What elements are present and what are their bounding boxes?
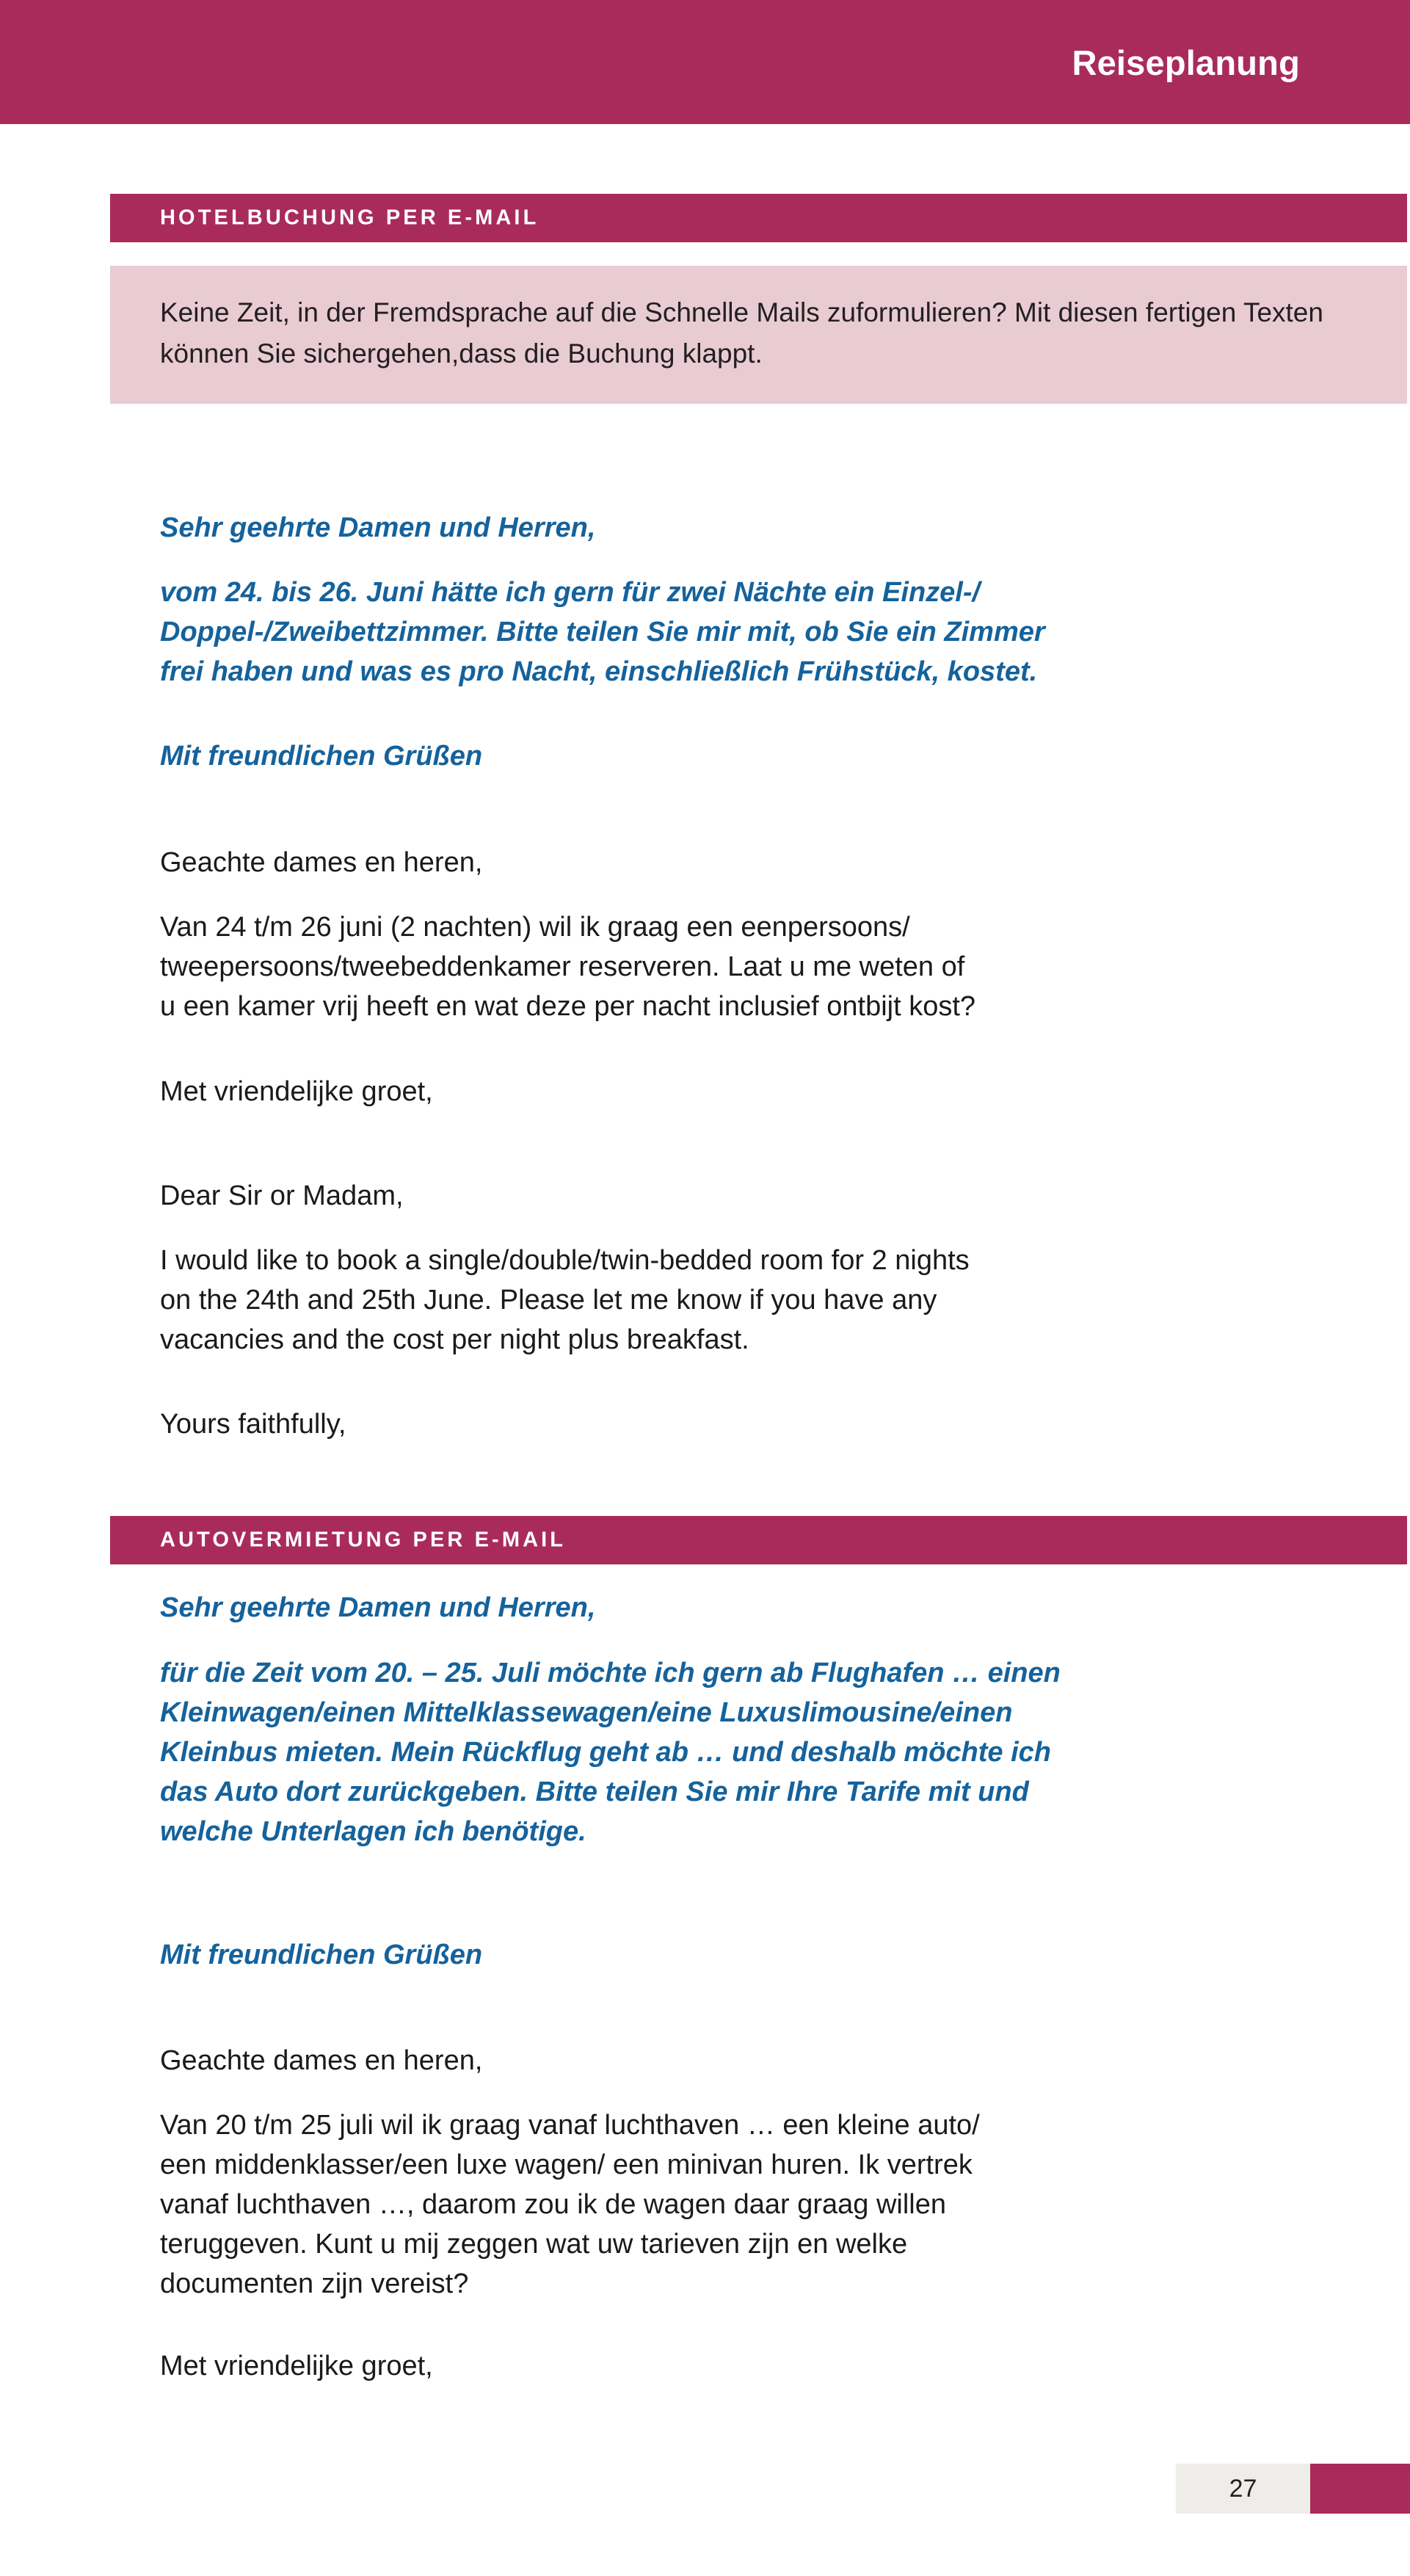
page-header-title: Reiseplanung: [1072, 43, 1300, 82]
letter-closing-de-hotel: [160, 736, 1305, 776]
body-line: u een kamer vrij heeft en wat deze per nacht inclusief ontbijt kost?: [160, 991, 976, 1022]
body-line: I would like to book a single/double/twin-bedded room for 2 nights: [160, 1245, 970, 1276]
section-header-label-hotel: HOTELBUCHUNG PER E-MAIL: [160, 206, 539, 230]
footer-page-number-box: [1176, 2464, 1310, 2514]
greeting-line: Sehr geehrte Damen und Herren,: [160, 1592, 596, 1623]
letter-closing-nl-hotel: [160, 1072, 1305, 1111]
closing-line: Met vriendelijke groet,: [160, 1076, 433, 1107]
body-line: teruggeven. Kunt u mij zeggen wat uw tarieven zijn en welke: [160, 2229, 908, 2260]
body-line: das Auto dort zurückgeben. Bitte teilen Sie mir Ihre Tarife mit und: [160, 1777, 1029, 1807]
intro-line: formulieren? Mit diesen fertigen Texten können Sie sichergehen,: [160, 297, 1323, 369]
letter-body-nl-car: [160, 2105, 1305, 2304]
greeting-line: Sehr geehrte Damen und Herren,: [160, 512, 596, 543]
section-header-label-car: AUTOVERMIETUNG PER E-MAIL: [160, 1528, 567, 1552]
body-line: welche Unterlagen ich benötige.: [160, 1816, 586, 1847]
body-line: Kleinwagen/einen Mittelklassewagen/eine Luxuslimousine/einen: [160, 1697, 1013, 1728]
section-header-bar-car: [110, 1516, 1407, 1564]
body-line: tweepersoons/tweebeddenkamer reserveren. Laat u me weten of: [160, 951, 965, 982]
letter-closing-nl-car: [160, 2346, 1305, 2386]
letter-body-en-hotel: [160, 1241, 1305, 1360]
letter-greeting-de-car: [160, 1588, 1305, 1628]
letter-closing-en-hotel: [160, 1404, 1305, 1444]
body-line: vom 24. bis 26. Juni hätte ich gern für zwei Nächte ein Einzel-/: [160, 577, 981, 608]
body-line: Kleinbus mieten. Mein Rückflug geht ab … und deshalb möchte ich: [160, 1737, 1052, 1768]
body-line: frei haben und was es pro Nacht, einschließlich Frühstück, kostet.: [160, 656, 1038, 687]
body-line: vacancies and the cost per night plus breakfast.: [160, 1324, 749, 1355]
closing-line: Yours faithfully,: [160, 1409, 346, 1440]
letter-greeting-nl-hotel: [160, 843, 1305, 882]
letter-body-de-car: [160, 1653, 1305, 1851]
body-line: vanaf luchthaven …, daarom zou ik de wagen daar graag willen: [160, 2189, 946, 2220]
greeting-line: Geachte dames en heren,: [160, 2045, 483, 2076]
letter-greeting-nl-car: [160, 2041, 1305, 2080]
body-line: Van 24 t/m 26 juni (2 nachten) wil ik graag een eenpersoons/: [160, 912, 910, 943]
letter-greeting-en-hotel: [160, 1176, 1305, 1216]
footer-accent-block: [1310, 2464, 1410, 2514]
body-line: on the 24th and 25th June. Please let me know if you have any: [160, 1285, 937, 1316]
closing-line: Met vriendelijke groet,: [160, 2351, 433, 2381]
body-line: Doppel-/Zweibettzimmer. Bitte teilen Sie mir mit, ob Sie ein Zimmer: [160, 617, 1045, 647]
closing-line: Mit freundlichen Grüßen: [160, 1940, 483, 1970]
letter-closing-de-car: [160, 1935, 1305, 1975]
intro-panel-hotel: [110, 266, 1407, 404]
page-header-bar: [0, 0, 1410, 124]
body-line: documenten zijn vereist?: [160, 2268, 469, 2299]
section-header-bar-hotel: [110, 194, 1407, 242]
letter-body-nl-hotel: [160, 907, 1305, 1026]
intro-line: Keine Zeit, in der Fremdsprache auf die Schnelle Mails zu: [160, 297, 857, 327]
closing-line: Mit freundlichen Grüßen: [160, 741, 483, 772]
body-line: für die Zeit vom 20. – 25. Juli möchte ich gern ab Flughafen … einen: [160, 1658, 1061, 1688]
intro-line: dass die Buchung klappt.: [459, 338, 763, 369]
intro-panel-text: [160, 292, 1356, 374]
letter-body-de-hotel: [160, 573, 1305, 692]
body-line: een middenklasser/een luxe wagen/ een minivan huren. Ik vertrek: [160, 2149, 973, 2180]
letter-greeting-de-hotel: [160, 508, 1305, 548]
greeting-line: Dear Sir or Madam,: [160, 1180, 404, 1211]
footer-page-number: 27: [1229, 2475, 1257, 2503]
body-line: Van 20 t/m 25 juli wil ik graag vanaf luchthaven … een kleine auto/: [160, 2110, 980, 2141]
greeting-line: Geachte dames en heren,: [160, 847, 483, 878]
